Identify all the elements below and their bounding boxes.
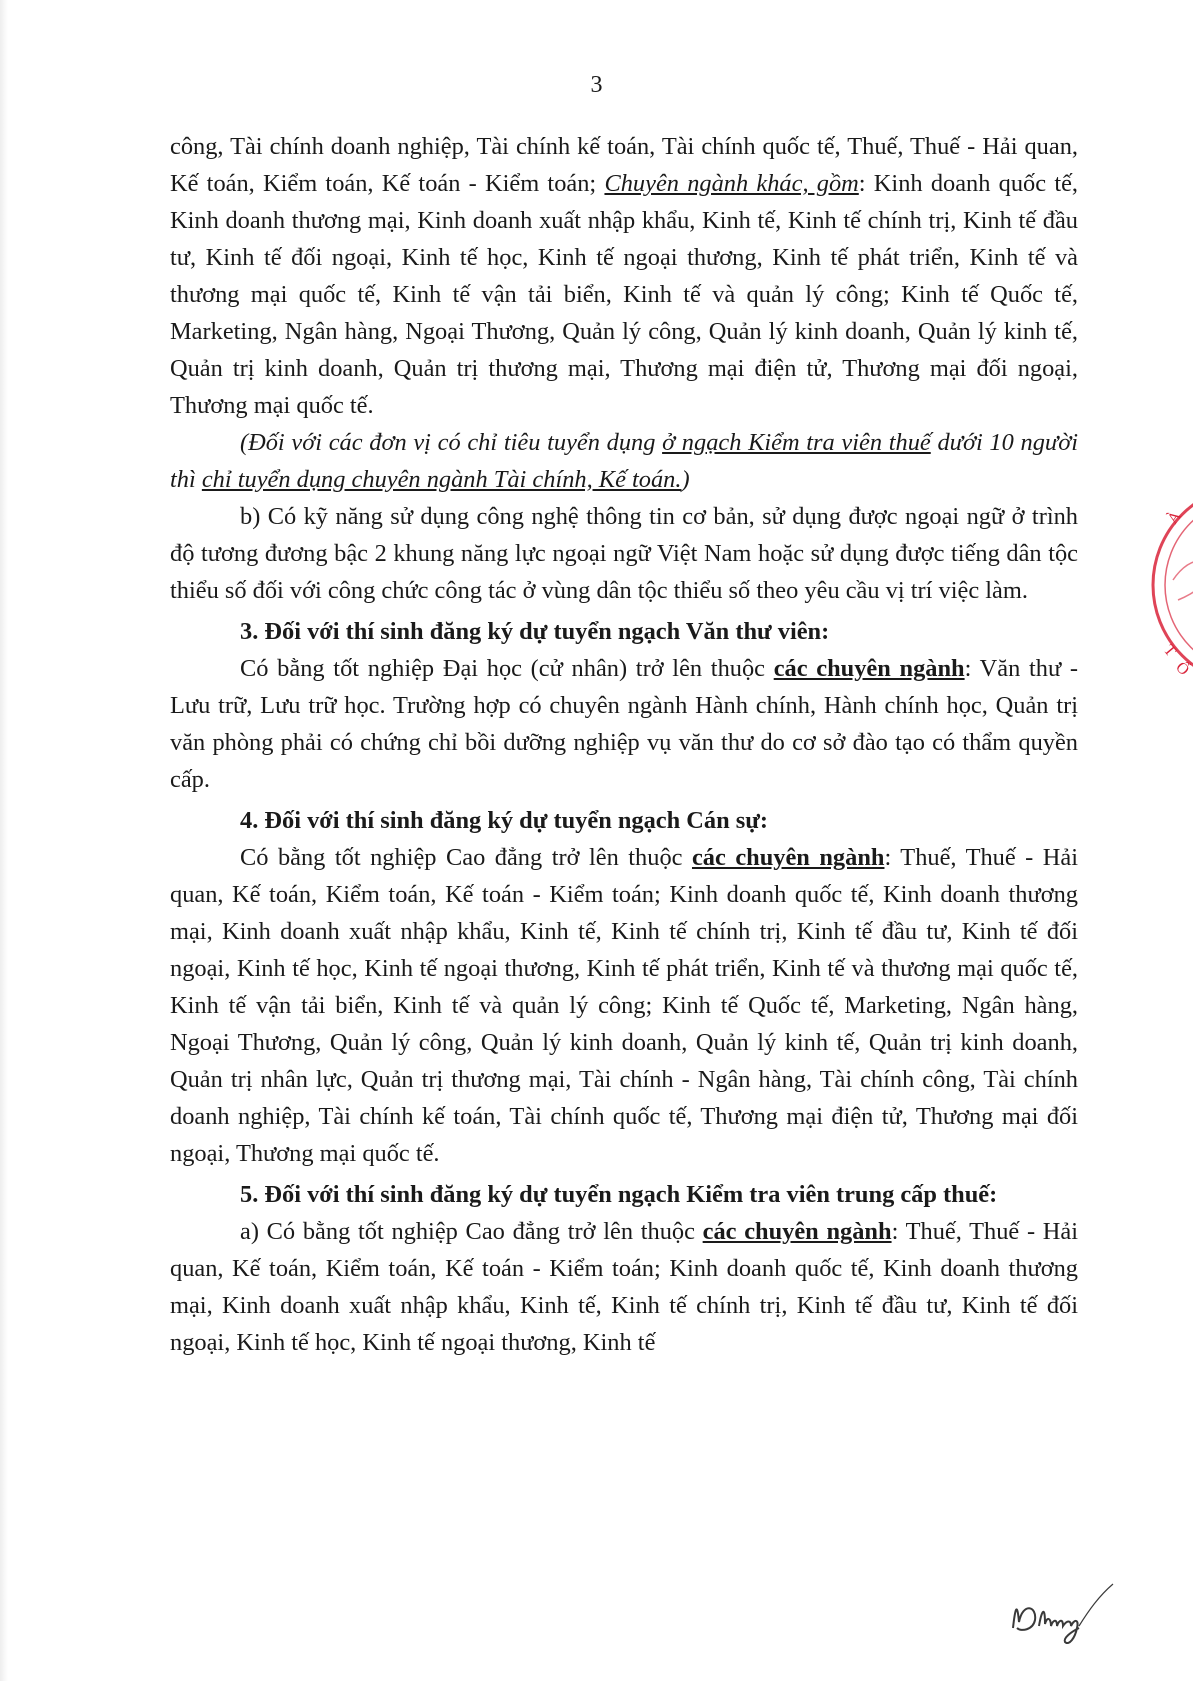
underlined-phrase: ở ngạch Kiểm tra viên thuế xyxy=(662,429,931,456)
text-run: Có bằng tốt nghiệp Cao đẳng trở lên thuộc xyxy=(240,844,692,871)
scan-edge xyxy=(0,0,8,1681)
emphasis-majors: các chuyên ngành xyxy=(702,1218,892,1245)
text-run: : Thuế, Thuế - Hải quan, Kế toán, Kiểm toán, Kế toán - Kiểm toán; Kinh doanh quốc tế, Kinh doanh thương mại, Kinh doanh xuất nhập khẩu, Kinh tế, Kinh tế chính trị, Kinh tế đầu tư, Kinh tế đối ngoại, Kinh tế học, Kinh tế ngoại thương, Kinh tế xyxy=(170,1218,1079,1356)
document-body xyxy=(170,128,1078,1361)
emphasis-majors: các chuyên ngành xyxy=(691,844,885,871)
section-5-body xyxy=(170,1213,1078,1361)
svg-text:À: À xyxy=(1164,508,1185,528)
note-paragraph xyxy=(170,424,1078,498)
emphasis-majors: các chuyên ngành xyxy=(773,655,965,682)
section-4-heading: 4. Đối với thí sinh đăng ký dự tuyển ngạch Cán sự: xyxy=(240,807,769,834)
text-run: a) Có bằng tốt nghiệp Cao đẳng trở lên thuộc xyxy=(240,1218,703,1245)
underlined-phrase: chỉ tuyển dụng chuyên ngành Tài chính, Kế toán. xyxy=(201,466,682,493)
text-run: : Kinh doanh quốc tế, Kinh doanh thương mại, Kinh doanh xuất nhập khẩu, Kinh tế, Kinh tế chính trị, Kinh tế đầu tư, Kinh tế đối ngoại, Kinh tế học, Kinh tế ngoại thương, Kinh tế phát triển, Kinh tế và thương mại quốc tế, Kinh tế vận tải biển, Kinh tế và quản lý công; Kinh tế Quốc tế, Marketing, Ngân hàng, Ngoại Thương, Quản lý công, Quản lý kinh doanh, Quản lý kinh tế, Quản trị kinh doanh, Quản trị thương mại, Thương mại điện tử, Thương mại đối ngoại, Thương mại quốc tế. xyxy=(170,170,1079,419)
text-run: : Văn thư - Lưu trữ, Lưu trữ học. Trường hợp có chuyên ngành Hành chính, Hành chính học, Quản trị văn phòng phải có chứng chỉ bồi dưỡng nghiệp vụ văn thư do cơ sở đào tạo có thẩm quyền cấp. xyxy=(170,655,1078,793)
seal-graphic xyxy=(1133,470,1193,700)
text-run: Có bằng tốt nghiệp Đại học (cử nhân) trở lên thuộc xyxy=(240,655,774,682)
svg-text:T: T xyxy=(1159,641,1180,661)
section-3-body xyxy=(170,650,1078,798)
emphasis-other-majors: Chuyên ngành khác, gồm xyxy=(604,170,859,197)
section-5-heading: 5. Đối với thí sinh đăng ký dự tuyển ngạch Kiểm tra viên trung cấp thuế: xyxy=(240,1181,998,1208)
page-number: 3 xyxy=(590,72,603,98)
text-run: ) xyxy=(681,466,690,493)
paragraph-b: b) Có kỹ năng sử dụng công nghệ thông tin cơ bản, sử dụng được ngoại ngữ ở trình độ tương đương bậc 2 khung năng lực ngoại ngữ Việt Nam hoặc sử dụng được tiếng dân tộc thiểu số đối với công chức công tác ở vùng dân tộc thiểu số theo yêu cầu vị trí việc làm. xyxy=(170,503,1078,604)
handwritten-signature xyxy=(1005,1580,1125,1650)
text-run: công, Tài chính doanh nghiệp, Tài chính kế toán, Tài chính quốc tế, Thuế, Thuế - Hải quan, Kế toán, Kiểm toán, Kế toán - Kiểm toán; xyxy=(170,133,1078,197)
paragraph-a-continued xyxy=(170,128,1078,424)
text-run: dưới 10 người thì xyxy=(170,429,1078,493)
section-4-body xyxy=(170,839,1078,1172)
signature-graphic xyxy=(1005,1580,1125,1650)
section-3-heading: 3. Đối với thí sinh đăng ký dự tuyển ngạch Văn thư viên: xyxy=(240,618,830,645)
text-run: : Thuế, Thuế - Hải quan, Kế toán, Kiểm toán, Kế toán - Kiểm toán; Kinh doanh quốc tế, Kinh doanh thương mại, Kinh doanh xuất nhập khẩu, Kinh tế, Kinh tế chính trị, Kinh tế đầu tư, Kinh tế đối ngoại, Kinh tế học, Kinh tế ngoại thương, Kinh tế phát triển, Kinh tế và thương mại quốc tế, Kinh tế vận tải biển, Kinh tế và quản lý công; Kinh tế Quốc tế, Marketing, Ngân hàng, Ngoại Thương, Quản lý công, Quản lý kinh doanh, Quản lý kinh tế, Quản trị kinh doanh, Quản trị nhân lực, Quản trị thương mại, Tài chính - Ngân hàng, Tài chính công, Tài chính doanh nghiệp, Tài chính kế toán, Tài chính quốc tế, Thương mại điện tử, Thương mại đối ngoại, Thương mại quốc tế. xyxy=(170,844,1079,1167)
red-seal-stamp xyxy=(1133,470,1193,700)
svg-text:Ổ: Ổ xyxy=(1172,658,1193,680)
text-run: (Đối với các đơn vị có chỉ tiêu tuyển dụng xyxy=(240,429,663,456)
